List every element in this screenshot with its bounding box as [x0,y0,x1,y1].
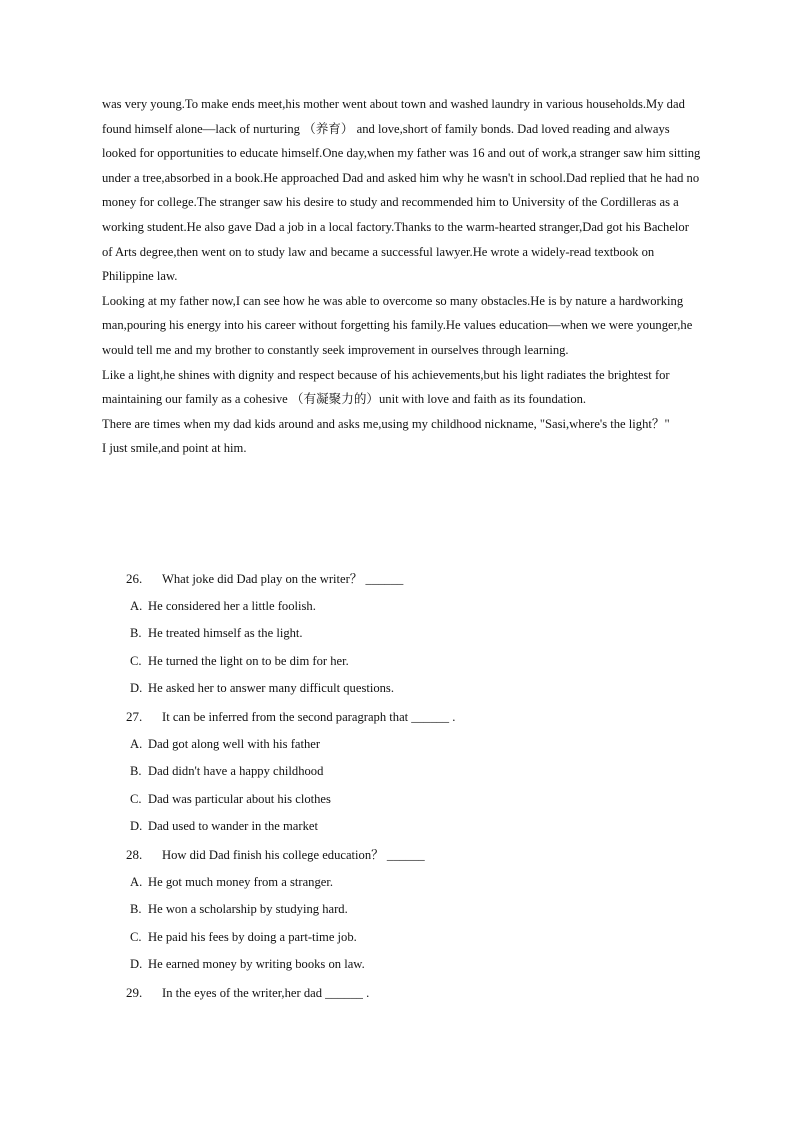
question-stem [102,565,702,593]
question-text: How did Dad finish his college education？ ______ [162,847,425,862]
option-text: Dad used to wander in the market [148,819,318,834]
option-c [102,924,702,952]
option-b [102,620,702,648]
passage-paragraph-2: Looking at my father now,I can see how he was able to overcome so many obstacles.He is by nature a hardworking man,pouring his energy into his career without forgetting his family.He values education—when we were younger,he would tell me and my brother to constantly seek improvement in ourselves through learning. [102,293,693,357]
option-a [102,593,702,621]
question-number: 26. [126,571,143,586]
passage-paragraph-3: Like a light,he shines with dignity and respect because of his achievements,but his light radiates the brightest for maintaining our family as a cohesive （有凝聚力的）unit with love and faith as its foundation. [102,367,670,407]
option-letter: C. [130,929,142,944]
question-29 [102,979,702,1007]
question-list [102,565,702,1007]
option-d [102,813,702,841]
option-text: He turned the light on to be dim for her. [148,653,349,668]
option-letter: B. [130,902,142,917]
option-c [102,786,702,814]
passage-paragraph-4: There are times when my dad kids around and asks me,using my childhood nickname, "Sasi,where's the light？" [102,416,670,431]
question-26 [102,565,702,703]
option-a [102,731,702,759]
option-a [102,869,702,897]
question-28 [102,841,702,979]
question-stem [102,841,702,869]
option-letter: A. [130,736,143,751]
option-text: Dad got along well with his father [148,736,321,751]
question-stem [102,703,702,731]
question-number: 29. [126,984,143,1000]
question-27 [102,703,702,841]
question-number: 28. [126,846,143,862]
option-letter: B. [130,626,142,641]
option-text: He got much money from a stranger. [148,874,334,889]
option-c [102,648,702,676]
option-text: Dad didn't have a happy childhood [148,764,324,779]
option-b [102,896,702,924]
option-letter: C. [130,653,142,668]
option-b [102,758,702,786]
option-text: He asked her to answer many difficult questions. [148,681,394,696]
option-letter: D. [130,957,143,972]
option-letter: A. [130,598,143,613]
option-text: He paid his fees by doing a part-time job. [148,929,357,944]
passage-paragraph-5: I just smile,and point at him. [102,441,247,456]
option-text: He treated himself as the light. [148,626,303,641]
option-text: He won a scholarship by studying hard. [148,902,348,917]
option-letter: A. [130,874,143,889]
option-letter: C. [130,791,142,806]
reading-passage [102,92,702,461]
option-text: He considered her a little foolish. [148,598,316,613]
option-letter: D. [130,681,143,696]
option-letter: B. [130,764,142,779]
question-text: In the eyes of the writer,her dad ______ . [162,985,370,1000]
option-letter: D. [130,819,143,834]
question-number: 27. [126,708,143,724]
option-text: He earned money by writing books on law. [148,957,365,972]
question-text: It can be inferred from the second paragraph that ______ . [162,709,456,724]
option-text: Dad was particular about his clothes [148,791,331,806]
question-text: What joke did Dad play on the writer？ ______ [162,572,404,586]
option-d [102,675,702,703]
option-d [102,951,702,979]
question-stem [102,979,702,1007]
passage-paragraph-1: was very young.To make ends meet,his mother went about town and washed laundry in various households.My dad found himself alone—lack of nurturing （养育） and love,short of family bonds. Dad loved reading and always looked for opportunities to educate himself.One day,when my father was 16 and out of work,a stranger saw him sitting under a tree,absorbed in a book.He approached Dad and asked him why he wasn't in school.Dad replied that he had no money for college.The stranger saw his desire to study and recommended him to University of the Cordilleras as a working student.He also gave Dad a job in a local factory.Thanks to the warm-hearted stranger,Dad got his Bachelor of Arts degree,then went on to study law and became a successful lawyer.He wrote a widely-read textbook on Philippine law. [102,97,701,284]
